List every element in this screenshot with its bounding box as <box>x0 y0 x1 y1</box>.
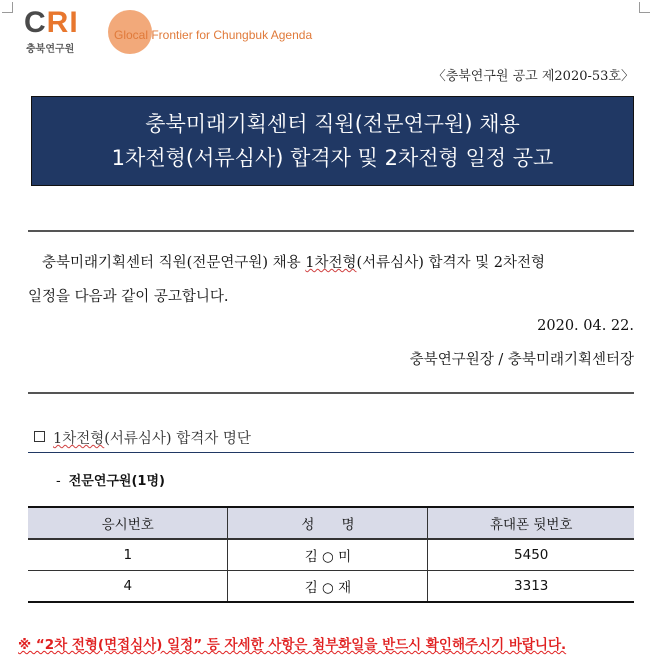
title-box <box>31 96 634 186</box>
divider-bottom <box>28 392 634 394</box>
table-header-row <box>28 507 634 539</box>
col-header-name: 성 명 <box>228 507 428 539</box>
logo-cri-text: CRI <box>24 6 79 39</box>
cell-phone: 5450 <box>428 539 634 571</box>
title-line-2: 1차전형(서류심사) 합격자 및 2차전형 일정 공고 <box>111 146 554 170</box>
cell-phone: 3313 <box>428 571 634 603</box>
announcement-date: 2020. 04. 22. <box>537 318 634 334</box>
cell-applicant-no: 1 <box>28 539 228 571</box>
col-header-applicant-no: 응시번호 <box>28 507 228 539</box>
section-heading: 1차전형(서류심사) 합격자 명단 <box>34 427 251 448</box>
announcement-signature: 충북연구원장 / 충북미래기획센터장 <box>409 352 634 368</box>
table-row <box>28 571 634 603</box>
section-underline <box>28 452 634 453</box>
result-table <box>28 506 634 603</box>
col-header-phone: 휴대폰 뒷번호 <box>428 507 634 539</box>
footnote-warning: ※ “2차 전형(면접심사) 일정” 등 자세한 사항은 첨부화일을 반드시 확인해주시기 바랍니다. <box>18 637 567 653</box>
body-line-1: 충북미래기획센터 직원(전문연구원) 채용 1차전형(서류심사) 합격자 및 2차전형 <box>42 255 545 271</box>
logo-slogan: Glocal Frontier for Chungbuk Agenda <box>114 28 313 42</box>
sub-heading: - 전문연구원(1명) <box>56 474 165 489</box>
checkbox-bullet-icon <box>34 431 45 442</box>
cell-applicant-no: 4 <box>28 571 228 603</box>
body-line-2: 일정을 다음과 같이 공고합니다. <box>28 289 229 305</box>
table-row <box>28 539 634 571</box>
divider-top <box>28 230 634 232</box>
logo-korean-name: 충북연구원 <box>26 44 75 55</box>
title-line-1: 충북미래기획센터 직원(전문연구원) 채용 <box>145 112 520 136</box>
cell-name: 김 ○ 미 <box>228 539 428 571</box>
notice-number: 〈충북연구원 공고 제2020-53호〉 <box>432 69 634 84</box>
cell-name: 김 ○ 재 <box>228 571 428 603</box>
page-corner-mark <box>2 2 13 13</box>
page-corner-mark <box>639 2 650 13</box>
